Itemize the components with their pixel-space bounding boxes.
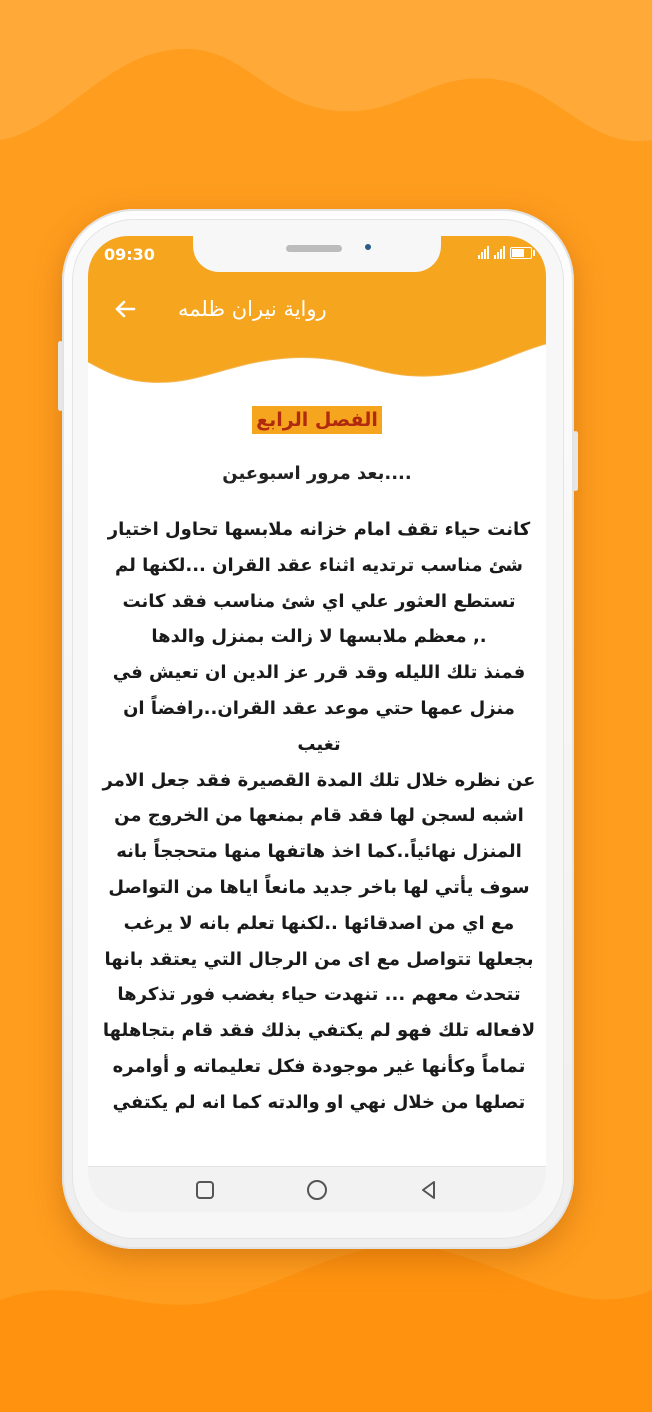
back-triangle-icon[interactable] (418, 1179, 440, 1201)
phone-screen (88, 236, 546, 1212)
signal-icon-2 (494, 246, 505, 259)
text-line: المنزل نهائياً..كما اخذ هاتفها منها متحججاً بانه (116, 841, 522, 863)
text-line: ., معظم ملابسها لا زالت بمنزل والدها (151, 626, 487, 648)
text-line: منزل عمها حتي موعد عقد القران..رافضاً ان تغيب (123, 697, 515, 755)
chapter-content (88, 404, 546, 1166)
story-text (102, 512, 536, 1121)
recent-apps-icon[interactable] (194, 1179, 216, 1201)
camera-notch (193, 236, 441, 272)
text-line: فمنذ تلك الليله وقد قرر عز الدين ان تعيش في (112, 662, 526, 684)
intro-line: ....بعد مرور اسبوعين (222, 463, 412, 484)
text-line: تماماً وكأنها غير موجودة فكل تعليماته و أوامره (112, 1055, 526, 1077)
navigation-bar (88, 1166, 546, 1212)
text-line: سوف يأتي لها باخر جديد مانعاً اياها من التواصل (108, 876, 530, 898)
battery-icon (510, 247, 532, 259)
status-icons (478, 246, 532, 259)
text-line: تتحدث معهم ... تنهدت حياء بغضب فور تذكرها (117, 984, 521, 1006)
text-line: كانت حياء تقف امام خزانه ملابسها تحاول اختيار (107, 519, 531, 540)
status-time: 09:30 (104, 245, 155, 264)
speaker-grille (286, 245, 342, 252)
text-line: لافعاله تلك فهو لم يكتفي بذلك فقد قام بتجاهلها (102, 1020, 536, 1042)
front-camera (365, 244, 371, 250)
chapter-title-wrap (88, 406, 546, 434)
text-line: عن نظره خلال تلك المدة القصيرة فقد جعل الامر (102, 769, 536, 791)
signal-icon (478, 246, 489, 259)
text-line: اشبه لسجن لها فقد قام بمنعها من الخروج من (114, 805, 524, 827)
app-bar (88, 236, 546, 396)
chapter-title: الفصل الرابع (252, 406, 382, 434)
text-line: تستطع العثور علي اي شئ مناسب فقد كانت (122, 590, 516, 612)
volume-button (58, 341, 63, 411)
power-button (573, 431, 578, 491)
app-title: رواية نيران ظلمه (178, 297, 327, 321)
text-line: شئ مناسب ترتديه اثناء عقد القران ...لكنها لم (115, 554, 523, 576)
text-line: مع اي من اصدقائها ..لكنها تعلم بانه لا يرغب (123, 912, 515, 934)
home-icon[interactable] (306, 1179, 328, 1201)
back-arrow-icon[interactable] (110, 294, 140, 324)
text-line: بجعلها تتواصل مع اى من الرجال التي يعتقد بانها (104, 948, 534, 970)
text-line: تصلها من خلال نهي او والدته كما انه لم يكتفي (112, 1091, 526, 1113)
